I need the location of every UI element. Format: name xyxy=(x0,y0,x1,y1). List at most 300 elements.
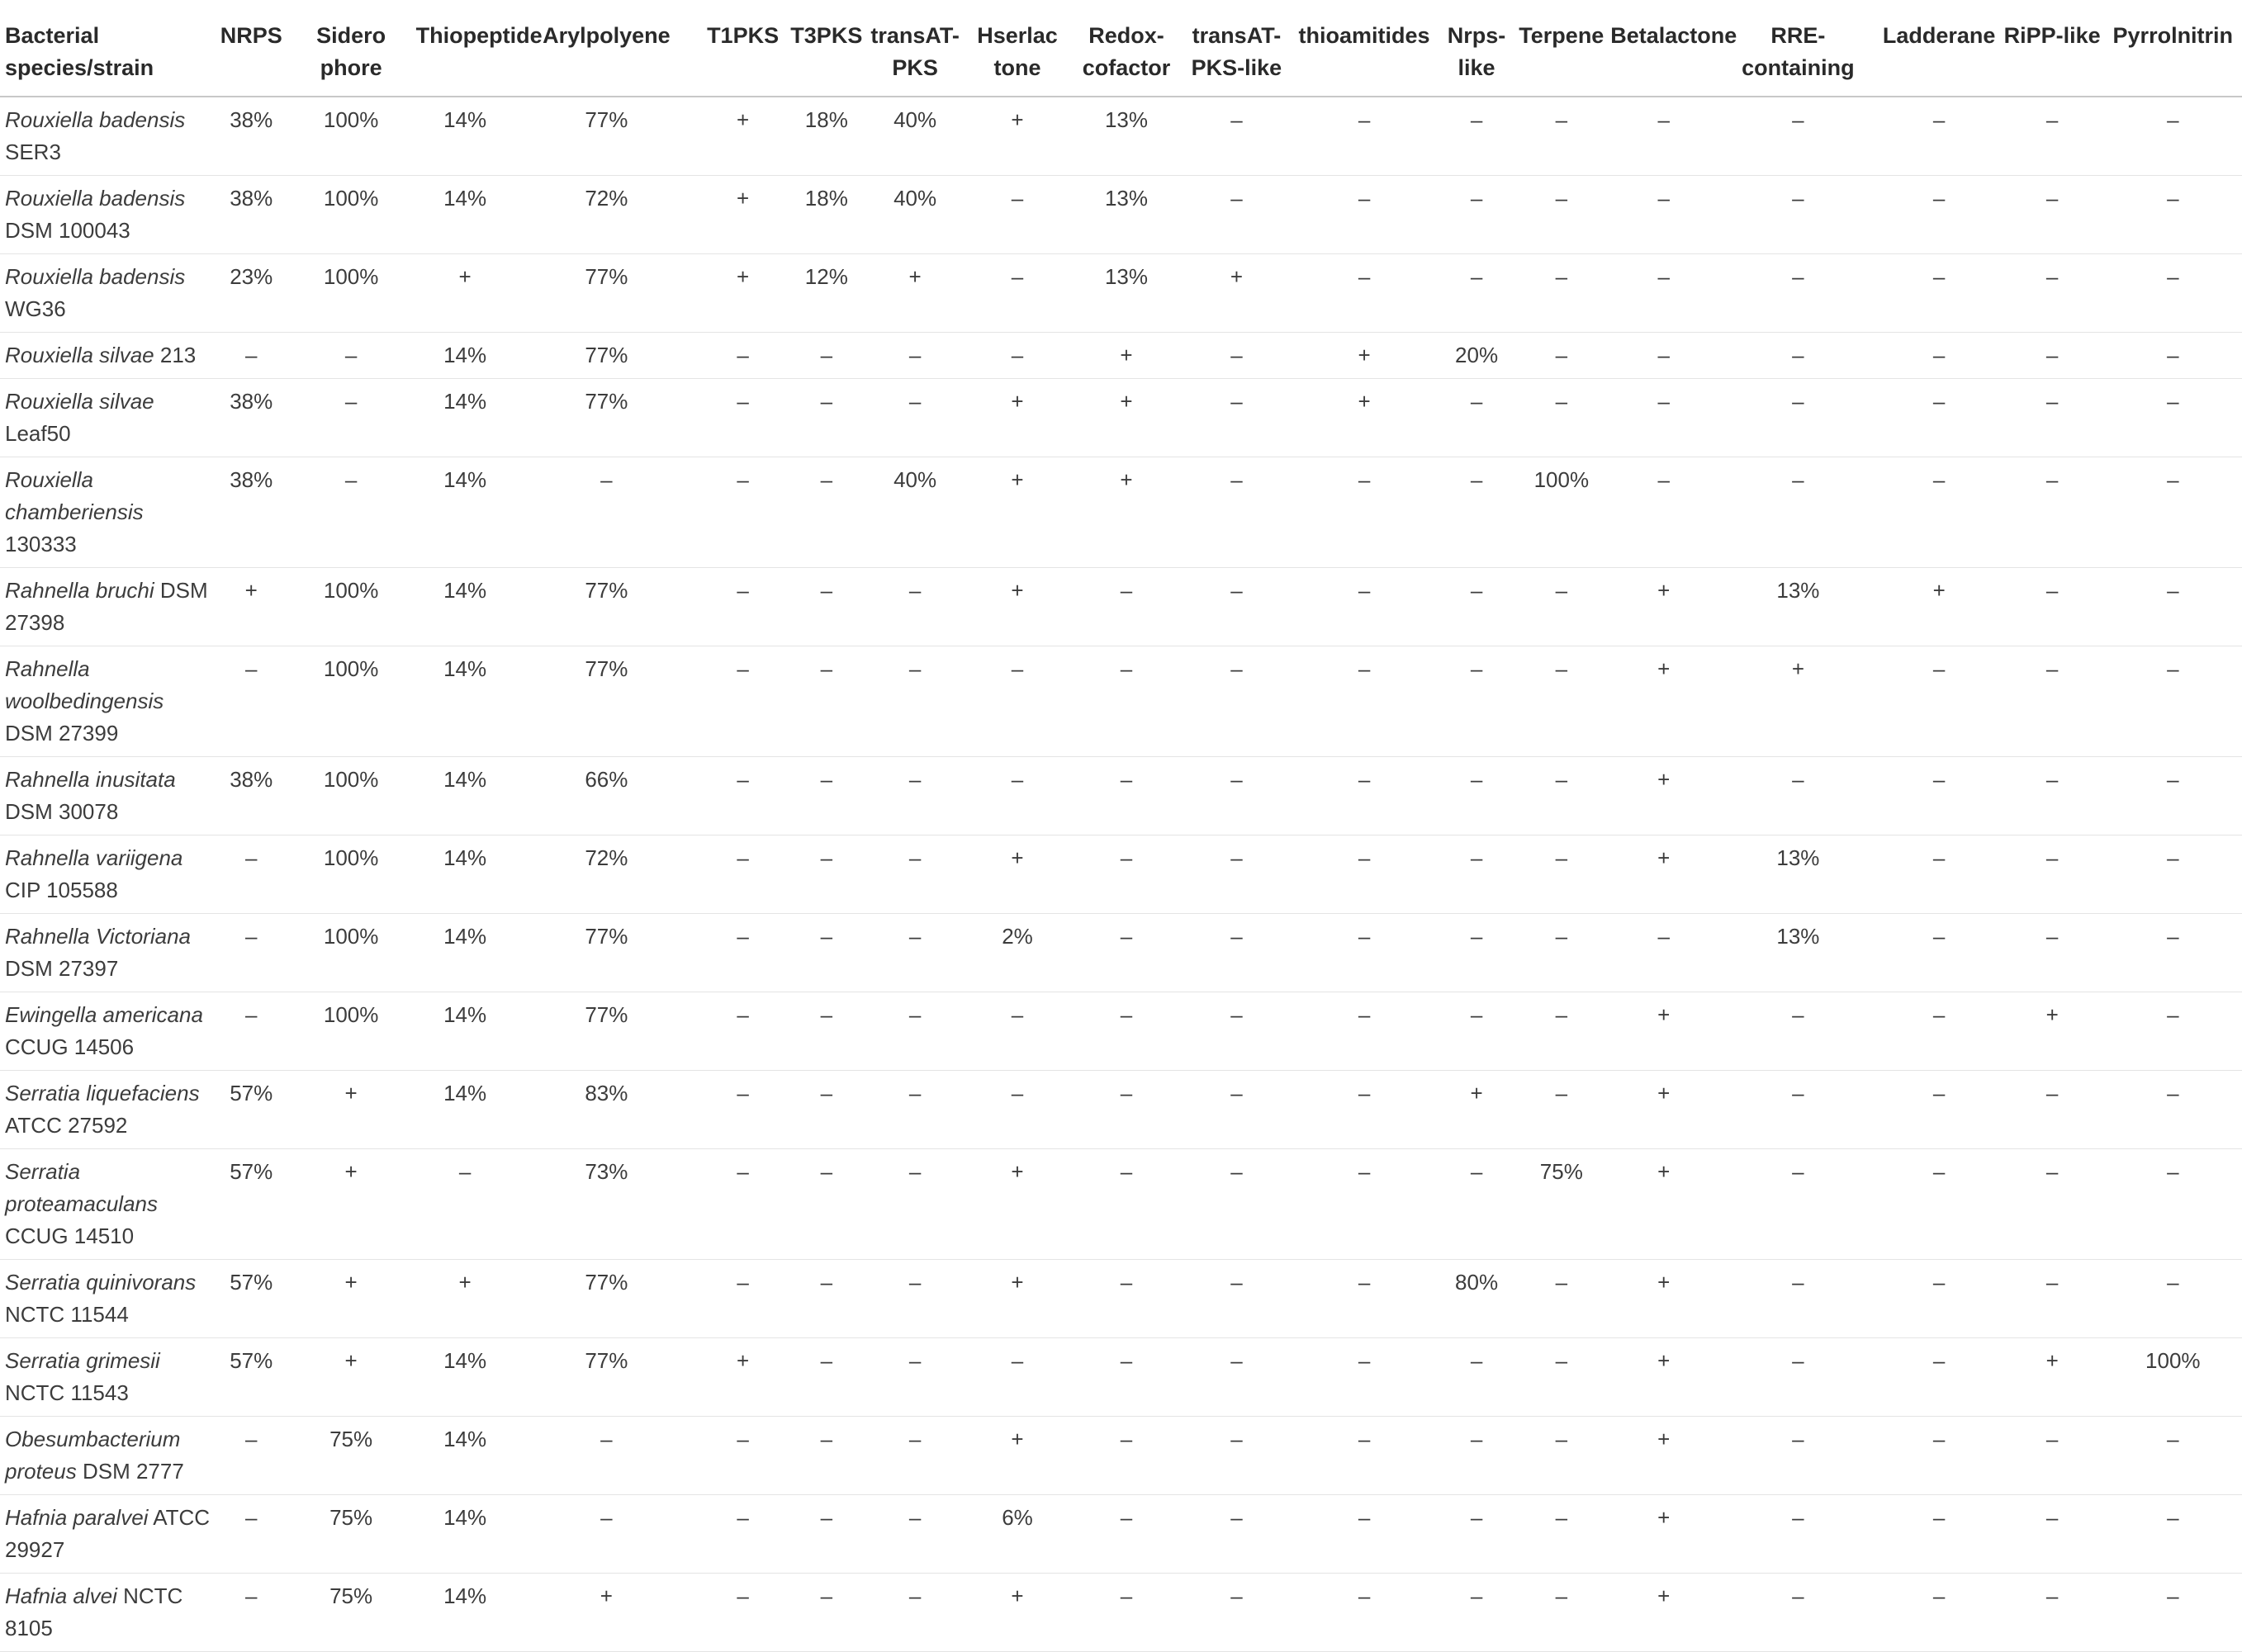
value-cell: – xyxy=(2104,379,2242,457)
value-cell: – xyxy=(1514,1260,1609,1338)
value-cell: – xyxy=(1718,97,1877,176)
value-cell: – xyxy=(2104,1260,2242,1338)
value-cell: – xyxy=(1069,914,1183,992)
value-cell: 38% xyxy=(215,757,288,835)
value-cell: + xyxy=(697,176,789,254)
value-cell: 77% xyxy=(516,568,698,646)
species-cell xyxy=(0,992,215,1071)
value-cell: – xyxy=(789,992,865,1071)
value-cell: – xyxy=(2104,97,2242,176)
species-cell xyxy=(0,1495,215,1574)
value-cell: – xyxy=(865,379,966,457)
value-cell: – xyxy=(1718,1574,1877,1652)
value-cell: – xyxy=(1609,333,1718,379)
value-cell: – xyxy=(1183,1149,1289,1260)
value-cell: – xyxy=(1183,97,1289,176)
value-cell: – xyxy=(1439,835,1514,914)
value-cell: – xyxy=(2104,1149,2242,1260)
value-cell: – xyxy=(1514,1417,1609,1495)
value-cell: 14% xyxy=(415,568,516,646)
value-cell: + xyxy=(1609,757,1718,835)
value-cell: + xyxy=(288,1071,415,1149)
value-cell: 75% xyxy=(288,1417,415,1495)
value-cell: – xyxy=(789,457,865,568)
value-cell: – xyxy=(1878,1338,2001,1417)
header-cell: transAT-PKS xyxy=(865,10,966,97)
value-cell: – xyxy=(1069,1260,1183,1338)
value-cell: 13% xyxy=(1718,835,1877,914)
value-cell: – xyxy=(2104,1417,2242,1495)
value-cell: – xyxy=(966,1071,1069,1149)
value-cell: – xyxy=(1289,254,1439,333)
value-cell: – xyxy=(1439,992,1514,1071)
value-cell: 14% xyxy=(415,457,516,568)
value-cell: 100% xyxy=(288,97,415,176)
value-cell: – xyxy=(1289,1495,1439,1574)
value-cell: 14% xyxy=(415,1338,516,1417)
value-cell: – xyxy=(966,176,1069,254)
value-cell: – xyxy=(1718,1071,1877,1149)
value-cell: 13% xyxy=(1069,176,1183,254)
species-cell xyxy=(0,1574,215,1652)
table-row xyxy=(0,1149,2242,1260)
value-cell: + xyxy=(966,457,1069,568)
value-cell: – xyxy=(789,1495,865,1574)
value-cell: – xyxy=(1878,176,2001,254)
value-cell: 77% xyxy=(516,379,698,457)
value-cell: – xyxy=(1718,333,1877,379)
value-cell: – xyxy=(789,757,865,835)
value-cell: – xyxy=(1069,1574,1183,1652)
value-cell: – xyxy=(1439,646,1514,757)
value-cell: + xyxy=(415,1260,516,1338)
value-cell: + xyxy=(1609,1260,1718,1338)
value-cell: – xyxy=(1878,457,2001,568)
strain-name: CCUG 14510 xyxy=(5,1224,135,1248)
value-cell: – xyxy=(865,568,966,646)
header-cell: T1PKS xyxy=(697,10,789,97)
value-cell: – xyxy=(1718,457,1877,568)
value-cell: + xyxy=(966,379,1069,457)
value-cell: – xyxy=(516,1495,698,1574)
value-cell: + xyxy=(1069,457,1183,568)
value-cell: – xyxy=(1718,757,1877,835)
value-cell: – xyxy=(1183,646,1289,757)
header-cell: transAT-PKS-like xyxy=(1183,10,1289,97)
value-cell: – xyxy=(2001,835,2104,914)
value-cell: 13% xyxy=(1718,914,1877,992)
value-cell: – xyxy=(1878,1149,2001,1260)
value-cell: – xyxy=(288,457,415,568)
strain-name: 213 xyxy=(159,343,197,367)
value-cell: – xyxy=(1183,757,1289,835)
value-cell: – xyxy=(697,1149,789,1260)
header-cell: Pyrrolnitrin xyxy=(2104,10,2242,97)
table-row xyxy=(0,757,2242,835)
value-cell: – xyxy=(1289,97,1439,176)
value-cell: – xyxy=(697,992,789,1071)
value-cell: – xyxy=(1289,992,1439,1071)
value-cell: + xyxy=(2001,1338,2104,1417)
table-row xyxy=(0,1071,2242,1149)
value-cell: 6% xyxy=(966,1495,1069,1574)
header-cell: Ladderane xyxy=(1878,10,2001,97)
value-cell: + xyxy=(1183,254,1289,333)
table-row xyxy=(0,97,2242,176)
value-cell: – xyxy=(1069,1071,1183,1149)
header-cell: Redox-cofactor xyxy=(1069,10,1183,97)
value-cell: + xyxy=(516,1574,698,1652)
value-cell: 66% xyxy=(516,757,698,835)
bgc-table xyxy=(0,10,2242,1652)
header-cell: Arylpolyene xyxy=(516,10,698,97)
table-row xyxy=(0,457,2242,568)
value-cell: 77% xyxy=(516,333,698,379)
table-row xyxy=(0,1495,2242,1574)
value-cell: 14% xyxy=(415,835,516,914)
strain-name: WG36 xyxy=(5,296,66,321)
value-cell: – xyxy=(1878,97,2001,176)
species-cell xyxy=(0,333,215,379)
value-cell: – xyxy=(1878,254,2001,333)
value-cell: – xyxy=(1289,568,1439,646)
species-cell xyxy=(0,914,215,992)
value-cell: + xyxy=(288,1260,415,1338)
value-cell: – xyxy=(215,1495,288,1574)
value-cell: – xyxy=(1609,176,1718,254)
table-row xyxy=(0,835,2242,914)
value-cell: – xyxy=(966,992,1069,1071)
value-cell: – xyxy=(1183,1417,1289,1495)
species-cell xyxy=(0,97,215,176)
species-name: Obesumbacterium proteus xyxy=(5,1427,181,1484)
value-cell: + xyxy=(966,1260,1069,1338)
value-cell: – xyxy=(1289,1071,1439,1149)
table-row xyxy=(0,914,2242,992)
value-cell: – xyxy=(1289,1417,1439,1495)
value-cell: – xyxy=(1514,254,1609,333)
value-cell: – xyxy=(2104,457,2242,568)
value-cell: – xyxy=(1439,254,1514,333)
value-cell: – xyxy=(1183,333,1289,379)
value-cell: 38% xyxy=(215,97,288,176)
value-cell: – xyxy=(1069,568,1183,646)
header-cell: RiPP-like xyxy=(2001,10,2104,97)
value-cell: – xyxy=(1439,568,1514,646)
value-cell: – xyxy=(1069,1417,1183,1495)
value-cell: 57% xyxy=(215,1260,288,1338)
value-cell: + xyxy=(697,1338,789,1417)
value-cell: – xyxy=(1609,379,1718,457)
value-cell: – xyxy=(1439,1149,1514,1260)
value-cell: 2% xyxy=(966,914,1069,992)
value-cell: – xyxy=(1514,835,1609,914)
strain-name: ATCC 29927 xyxy=(5,1505,211,1562)
value-cell: – xyxy=(415,1149,516,1260)
value-cell: 14% xyxy=(415,97,516,176)
table-row xyxy=(0,379,2242,457)
table-row xyxy=(0,1338,2242,1417)
value-cell: – xyxy=(1878,646,2001,757)
species-cell xyxy=(0,568,215,646)
value-cell: – xyxy=(697,333,789,379)
value-cell: – xyxy=(1289,1574,1439,1652)
value-cell: – xyxy=(1439,1338,1514,1417)
value-cell: 73% xyxy=(516,1149,698,1260)
value-cell: – xyxy=(215,914,288,992)
strain-name: DSM 27397 xyxy=(5,956,119,981)
value-cell: – xyxy=(1878,379,2001,457)
value-cell: + xyxy=(1609,1071,1718,1149)
value-cell: + xyxy=(1609,1574,1718,1652)
species-cell xyxy=(0,254,215,333)
value-cell: 83% xyxy=(516,1071,698,1149)
species-cell xyxy=(0,646,215,757)
table-row xyxy=(0,992,2242,1071)
value-cell: 14% xyxy=(415,914,516,992)
value-cell: – xyxy=(1439,97,1514,176)
value-cell: – xyxy=(2104,757,2242,835)
value-cell: + xyxy=(1289,333,1439,379)
species-cell xyxy=(0,176,215,254)
value-cell: 14% xyxy=(415,379,516,457)
value-cell: – xyxy=(1183,992,1289,1071)
value-cell: – xyxy=(1718,379,1877,457)
value-cell: – xyxy=(2104,914,2242,992)
value-cell: 13% xyxy=(1069,254,1183,333)
value-cell: – xyxy=(1183,1071,1289,1149)
value-cell: 100% xyxy=(288,835,415,914)
value-cell: + xyxy=(1609,1495,1718,1574)
species-name: Rahnella inusitata xyxy=(5,767,176,792)
value-cell: – xyxy=(697,1574,789,1652)
value-cell: – xyxy=(1439,1495,1514,1574)
value-cell: – xyxy=(789,646,865,757)
value-cell: – xyxy=(1183,457,1289,568)
value-cell: – xyxy=(1439,914,1514,992)
value-cell: – xyxy=(2104,568,2242,646)
value-cell: + xyxy=(1069,333,1183,379)
value-cell: + xyxy=(966,97,1069,176)
value-cell: 77% xyxy=(516,97,698,176)
species-cell xyxy=(0,457,215,568)
value-cell: 38% xyxy=(215,176,288,254)
value-cell: 14% xyxy=(415,1417,516,1495)
value-cell: + xyxy=(697,97,789,176)
value-cell: – xyxy=(2104,835,2242,914)
value-cell: – xyxy=(1439,757,1514,835)
value-cell: + xyxy=(1609,1417,1718,1495)
value-cell: – xyxy=(1439,1417,1514,1495)
value-cell: + xyxy=(1609,1338,1718,1417)
value-cell: 13% xyxy=(1718,568,1877,646)
value-cell: + xyxy=(1609,646,1718,757)
value-cell: – xyxy=(1878,1574,2001,1652)
value-cell: – xyxy=(697,379,789,457)
value-cell: 80% xyxy=(1439,1260,1514,1338)
strain-name: SER3 xyxy=(5,140,61,164)
value-cell: 100% xyxy=(288,757,415,835)
value-cell: – xyxy=(865,757,966,835)
value-cell: 38% xyxy=(215,379,288,457)
species-cell xyxy=(0,1149,215,1260)
value-cell: 14% xyxy=(415,646,516,757)
header-row xyxy=(0,10,2242,97)
value-cell: – xyxy=(2104,646,2242,757)
value-cell: – xyxy=(1514,176,1609,254)
value-cell: – xyxy=(966,333,1069,379)
value-cell: – xyxy=(1439,379,1514,457)
table-row xyxy=(0,646,2242,757)
value-cell: 14% xyxy=(415,333,516,379)
header-cell: Terpene xyxy=(1514,10,1609,97)
value-cell: – xyxy=(865,1149,966,1260)
header-cell: Thiopeptide xyxy=(415,10,516,97)
header-cell: Nrps-like xyxy=(1439,10,1514,97)
value-cell: – xyxy=(697,1417,789,1495)
value-cell: – xyxy=(516,457,698,568)
value-cell: – xyxy=(2104,1071,2242,1149)
species-cell xyxy=(0,1260,215,1338)
value-cell: – xyxy=(215,835,288,914)
value-cell: + xyxy=(697,254,789,333)
value-cell: – xyxy=(789,1071,865,1149)
value-cell: – xyxy=(1514,646,1609,757)
value-cell: – xyxy=(789,1338,865,1417)
species-name: Serratia quinivorans xyxy=(5,1270,197,1295)
value-cell: 100% xyxy=(2104,1338,2242,1417)
value-cell: – xyxy=(865,1260,966,1338)
table-row xyxy=(0,176,2242,254)
species-name: Rouxiella badensis xyxy=(5,107,186,132)
value-cell: – xyxy=(1514,992,1609,1071)
value-cell: – xyxy=(1069,992,1183,1071)
value-cell: – xyxy=(865,835,966,914)
value-cell: – xyxy=(1514,568,1609,646)
value-cell: – xyxy=(1069,646,1183,757)
value-cell: – xyxy=(2001,568,2104,646)
value-cell: 100% xyxy=(288,254,415,333)
value-cell: – xyxy=(1718,1495,1877,1574)
value-cell: – xyxy=(1514,1574,1609,1652)
value-cell: 57% xyxy=(215,1071,288,1149)
value-cell: – xyxy=(966,254,1069,333)
value-cell: – xyxy=(1514,379,1609,457)
value-cell: – xyxy=(865,1495,966,1574)
header-cell: Betalactone xyxy=(1609,10,1718,97)
value-cell: – xyxy=(2001,914,2104,992)
value-cell: – xyxy=(2001,379,2104,457)
value-cell: 40% xyxy=(865,457,966,568)
value-cell: – xyxy=(865,333,966,379)
value-cell: – xyxy=(697,1071,789,1149)
header-cell: Bacterial species/strain xyxy=(0,10,215,97)
value-cell: – xyxy=(865,1574,966,1652)
species-name: Rahnella Victoriana xyxy=(5,924,191,949)
species-name: Rouxiella silvae xyxy=(5,389,154,414)
value-cell: 100% xyxy=(1514,457,1609,568)
strain-name: 130333 xyxy=(5,532,77,556)
value-cell: – xyxy=(516,1417,698,1495)
value-cell: – xyxy=(1289,646,1439,757)
value-cell: – xyxy=(1289,176,1439,254)
value-cell: + xyxy=(865,254,966,333)
species-name: Rahnella bruchi xyxy=(5,578,154,603)
header-cell: RRE-containing xyxy=(1718,10,1877,97)
value-cell: – xyxy=(215,992,288,1071)
table-row xyxy=(0,568,2242,646)
value-cell: 75% xyxy=(1514,1149,1609,1260)
value-cell: – xyxy=(2104,333,2242,379)
value-cell: + xyxy=(966,1574,1069,1652)
species-name: Hafnia paralvei xyxy=(5,1505,149,1530)
species-name: Rouxiella badensis xyxy=(5,264,186,289)
value-cell: – xyxy=(1718,1338,1877,1417)
value-cell: – xyxy=(1878,914,2001,992)
strain-name: NCTC 11543 xyxy=(5,1380,129,1405)
value-cell: – xyxy=(1718,1417,1877,1495)
value-cell: – xyxy=(2104,1495,2242,1574)
value-cell: – xyxy=(1609,254,1718,333)
species-name: Serratia liquefaciens xyxy=(5,1081,200,1105)
value-cell: – xyxy=(2001,1574,2104,1652)
value-cell: – xyxy=(1183,176,1289,254)
species-name: Hafnia alvei xyxy=(5,1583,117,1608)
value-cell: + xyxy=(1718,646,1877,757)
value-cell: 38% xyxy=(215,457,288,568)
value-cell: – xyxy=(966,1338,1069,1417)
species-name: Rouxiella badensis xyxy=(5,186,186,211)
table-row xyxy=(0,254,2242,333)
strain-name: ATCC 27592 xyxy=(5,1113,128,1138)
value-cell: – xyxy=(2001,333,2104,379)
value-cell: – xyxy=(1514,1495,1609,1574)
value-cell: – xyxy=(1718,1260,1877,1338)
value-cell: – xyxy=(1289,914,1439,992)
value-cell: – xyxy=(697,914,789,992)
species-cell xyxy=(0,1417,215,1495)
value-cell: 100% xyxy=(288,992,415,1071)
value-cell: 14% xyxy=(415,176,516,254)
strain-name: DSM 100043 xyxy=(5,218,130,243)
value-cell: – xyxy=(2001,457,2104,568)
value-cell: – xyxy=(789,1574,865,1652)
value-cell: 77% xyxy=(516,1260,698,1338)
value-cell: + xyxy=(1609,835,1718,914)
species-cell xyxy=(0,379,215,457)
value-cell: + xyxy=(966,568,1069,646)
value-cell: + xyxy=(2001,992,2104,1071)
value-cell: + xyxy=(966,1149,1069,1260)
value-cell: – xyxy=(697,835,789,914)
value-cell: – xyxy=(789,1260,865,1338)
value-cell: – xyxy=(1609,97,1718,176)
value-cell: – xyxy=(1878,1417,2001,1495)
value-cell: – xyxy=(697,757,789,835)
value-cell: – xyxy=(1609,457,1718,568)
value-cell: – xyxy=(1183,835,1289,914)
value-cell: – xyxy=(2001,1417,2104,1495)
value-cell: – xyxy=(1289,835,1439,914)
value-cell: 18% xyxy=(789,176,865,254)
value-cell: – xyxy=(288,379,415,457)
value-cell: 77% xyxy=(516,646,698,757)
value-cell: – xyxy=(1878,333,2001,379)
header-cell: T3PKS xyxy=(789,10,865,97)
species-cell xyxy=(0,1338,215,1417)
species-cell xyxy=(0,1071,215,1149)
value-cell: – xyxy=(1878,1260,2001,1338)
